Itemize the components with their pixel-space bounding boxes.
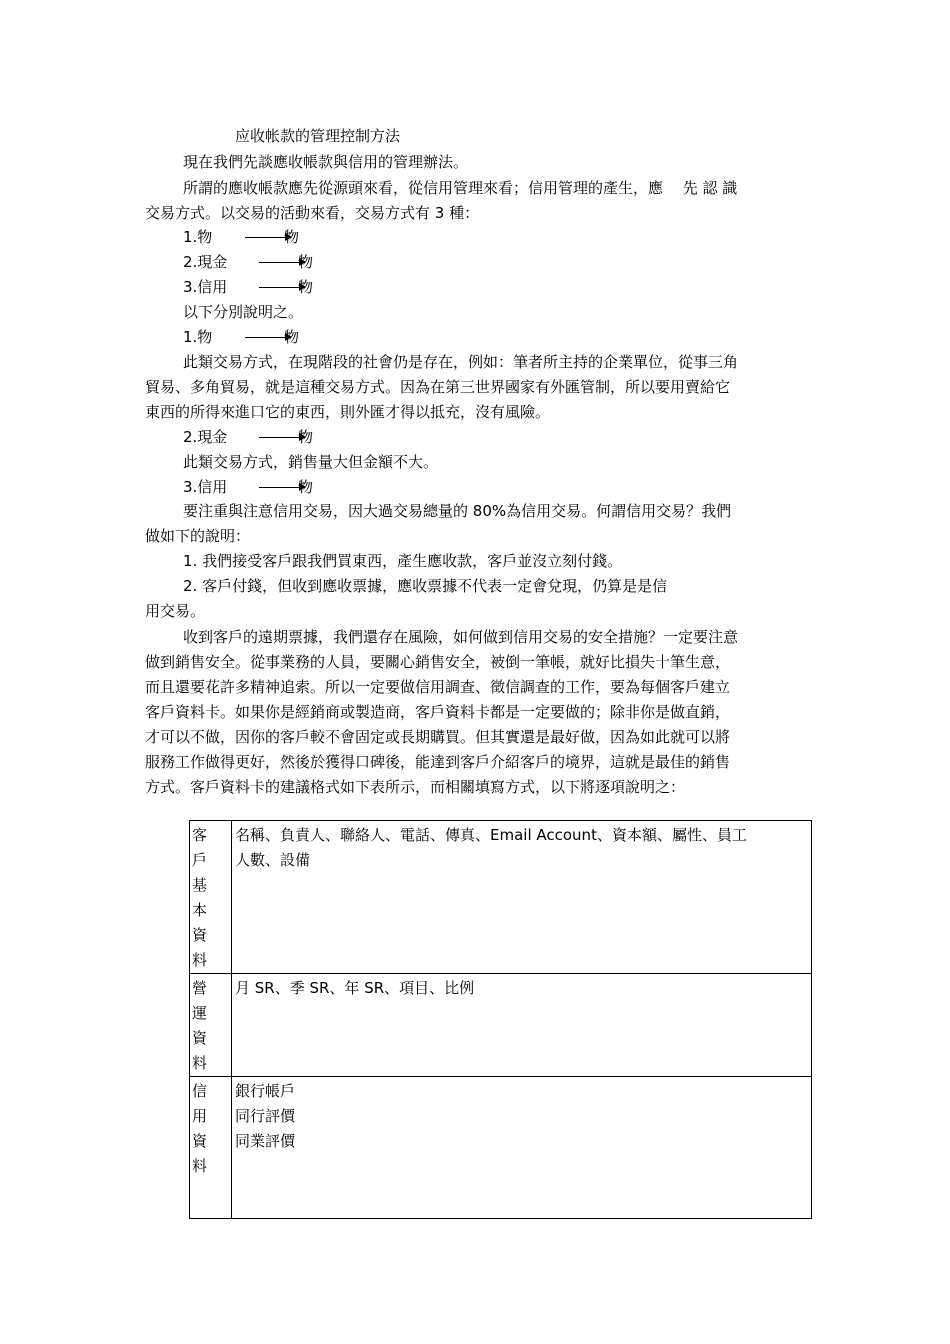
method-target: 物 <box>298 278 314 296</box>
paragraph-line: 做到銷售安全。從事業務的人員，要關心銷售安全，被倒一筆帳，就好比損失十筆生意， <box>145 653 731 671</box>
row-label: 營運資料 <box>192 979 208 1072</box>
section-heading <box>183 477 333 497</box>
paragraph-line: 客戶資料卡。如果你是經銷商或製造商，客戶資料卡都是一定要做的；除非你是做直銷， <box>145 703 731 721</box>
arrow-right-icon <box>259 437 301 438</box>
row-content-line: 月 SR、季 SR、年 SR、項目、比例 <box>235 979 475 997</box>
method-item <box>183 227 323 247</box>
method-label: 3.信用 <box>183 278 228 296</box>
credit-point-continuation: 用交易。 <box>145 602 206 620</box>
row-content-line: 同行評價 <box>235 1107 296 1125</box>
row-content-line: 同業評價 <box>235 1132 296 1150</box>
row-label-cell <box>190 1077 232 1219</box>
method-label: 2.現金 <box>183 253 228 271</box>
method-label: 1.物 <box>183 228 213 246</box>
paragraph-line: 交易方式。以交易的活動來看，交易方式有 3 種： <box>145 204 480 222</box>
method-target: 物 <box>298 253 314 271</box>
customer-card-table <box>189 820 812 1219</box>
row-label: 信用資料 <box>192 1082 208 1175</box>
table-row <box>190 974 812 1077</box>
document-title: 应收帐款的管理控制方法 <box>235 127 401 145</box>
paragraph-line: 此類交易方式，在現階段的社會仍是存在，例如：筆者所主持的企業單位，從事三角 <box>183 353 739 371</box>
paragraph-line: 方式。客戶資料卡的建議格式如下表所示，而相關填寫方式，以下將逐項說明之： <box>145 778 686 796</box>
paragraph-line: 貿易、多角貿易，就是這種交易方式。因為在第三世界國家有外匯管制，所以要用賣給它 <box>145 378 731 396</box>
section-label: 2.現金 <box>183 428 228 446</box>
paragraph-line: 此類交易方式，銷售量大但金額不大。 <box>183 453 439 471</box>
arrow-right-icon <box>259 287 301 288</box>
section-label: 1.物 <box>183 328 213 346</box>
credit-point: 2. 客戶付錢，但收到應收票據，應收票據不代表一定會兌現，仍算是是信 <box>183 577 668 595</box>
arrow-right-icon <box>259 487 301 488</box>
paragraph-line: 要注重與注意信用交易，因大過交易總量的 80%為信用交易。何謂信用交易？我們 <box>183 502 732 520</box>
intro-line: 現在我們先談應收帳款與信用的管理辦法。 <box>183 153 469 171</box>
row-content-cell <box>232 974 812 1077</box>
row-content-line: 人數、設備 <box>235 851 311 869</box>
paragraph-line: 做如下的說明： <box>145 527 251 545</box>
paragraph-line: 東西的所得來進口它的東西，則外匯才得以抵充，沒有風險。 <box>145 403 551 421</box>
row-content-cell <box>232 1077 812 1219</box>
paragraph-line: 才可以不做，因你的客戶較不會固定或長期購買。但其實還是最好做，因為如此就可以將 <box>145 728 731 746</box>
section-heading <box>183 427 333 447</box>
row-content-line: 名稱、負責人、聯絡人、電話、傳真、Email Account、資本額、屬性、員工 <box>235 826 747 844</box>
row-content-line: 銀行帳戶 <box>235 1082 296 1100</box>
credit-point: 1. 我們接受客戶跟我們買東西，產生應收款，客戶並沒立刻付錢。 <box>183 552 623 570</box>
arrow-right-icon <box>245 337 287 338</box>
row-label: 客戶基本資料 <box>192 826 208 969</box>
arrow-right-icon <box>259 262 301 263</box>
method-target: 物 <box>284 228 300 246</box>
arrow-right-icon <box>245 237 287 238</box>
section-target: 物 <box>298 478 314 496</box>
section-label: 3.信用 <box>183 478 228 496</box>
section-target: 物 <box>284 328 300 346</box>
method-item <box>183 277 333 297</box>
table-row <box>190 1077 812 1219</box>
row-label-cell <box>190 974 232 1077</box>
row-label-cell <box>190 821 232 974</box>
explain-intro: 以下分別說明之。 <box>183 303 304 321</box>
paragraph-line: 所謂的應收帳款應先從源頭來看，從信用管理來看；信用管理的產生，應 先 認 識 <box>183 179 738 197</box>
section-heading <box>183 327 323 347</box>
table-row <box>190 821 812 974</box>
paragraph-line: 收到客戶的遠期票據，我們還存在風險，如何做到信用交易的安全措施？一定要注意 <box>183 628 739 646</box>
row-content-cell <box>232 821 812 974</box>
method-item <box>183 252 333 272</box>
paragraph-line: 服務工作做得更好，然後於獲得口碑後，能達到客戶介紹客戶的境界，這就是最佳的銷售 <box>145 753 731 771</box>
section-target: 物 <box>298 428 314 446</box>
paragraph-line: 而且還要花許多精神追索。所以一定要做信用調查、徵信調查的工作，要為每個客戶建立 <box>145 678 731 696</box>
